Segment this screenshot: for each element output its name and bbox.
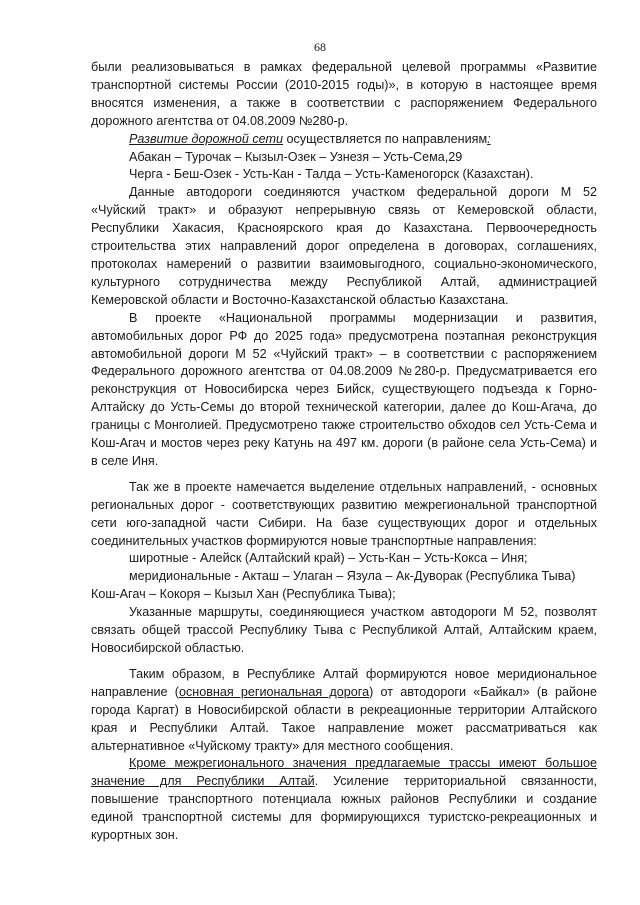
- paragraph-national-program: В проекте «Национальной программы модернизации и развития, автомобильных дорог РФ до 2025 года» предусмотрена поэтапная реконструкция автомобильной дороги М 52 «Чуйский тракт» – в соответствии с распоряжением Федерального дорожного агентства от 04.08.2009 №280-р. Предусматривается его реконструкция от Новосибирска через Бийск, существующего подъезда к Горно-Алтайску до Усть-Семы до второй технической категории, далее до Кош-Агача, до границы с Монголией. Предусмотрено также строительство обходов сел Усть-Сема и Кош-Агач и мостов через реку Катунь на 497 км. дороги (в районе села Усть-Сема) и в селе Иня.: [91, 310, 597, 468]
- road-network-colon: :: [487, 131, 491, 146]
- direction-meridional: меридиональные - Акташ – Улаган – Язула – Ак-Дуворак (Республика Тыва): [129, 569, 576, 584]
- document-body: [91, 59, 597, 845]
- route-cherga: Черга - Беш-Озек - Усть-Кан - Талда – Усть-Каменогорск (Казахстан).: [129, 167, 534, 182]
- page-number: 68: [314, 40, 326, 54]
- significance-text: . Усиление территориальной связанности, повышение транспортного потенциала южных районов Республики и создание единой транспортной системы для формирующихся туристско-рекреационных и курортных зон.: [91, 774, 597, 843]
- paragraph-roads-connection: Данные автодороги соединяются участком федеральной дороги М 52 «Чуйский тракт» и образуют непрерывную связь от Кемеровской области, Республики Хакасия, Красноярского края до Казахстана. Первоочередность строительства этих направлений дорог определена в договорах, соглашениях, протоколах намерений о развитии взаимовыгодного, социально-экономического, культурного сотрудничества между Республикой Алтай, администрацией Кемеровской области и Восточно-Казахстанской областью Казахстана.: [91, 185, 597, 307]
- meridional-text-after: ) от автодороги «Байкал» (в районе города Каргат) в Новосибирской области в рекреационные территории Алтайского края и Республики Алтай. Такое направление может рассматриваться как альтернативное «Чуйскому тракту» для местного сообщения.: [91, 684, 597, 753]
- road-network-emphasis: Развитие дорожной сети: [129, 131, 284, 146]
- paragraph-routes-connection: Указанные маршруты, соединяющиеся участком автодороги М 52, позволят связать общей трассой Республику Тыва с Республикой Алтай, Алтайским краем, Новосибирской областью.: [91, 605, 597, 655]
- paragraph-meridional-direction: [91, 666, 597, 756]
- paragraph-significance: [91, 755, 597, 845]
- significance-underline: Кроме межрегионального значения предлагаемые трассы имеют большое значение для Республики Алтай: [91, 756, 597, 789]
- paragraph-program-continuation: были реализовываться в рамках федеральной целевой программы «Развитие транспортной системы России (2010-2015 годы)», в которую в настоящее время вносятся изменения, а также в соответствии с распоряжением Федерального дорожного агентства от 04.08.2009 №280-р.: [91, 60, 597, 128]
- main-regional-road-underline: основная региональная дорога: [178, 684, 370, 699]
- road-network-text: осуществляется по направлениям: [283, 131, 488, 146]
- route-abakan: Абакан – Турочак – Кызыл-Озек – Узнезя – Усть-Сема,29: [129, 149, 463, 164]
- meridional-text-before: Таким образом, в Республике Алтай формируются новое меридиональное направление (: [91, 666, 597, 699]
- paragraph-road-network-heading: [91, 131, 597, 149]
- direction-latitudinal: широтные - Алейск (Алтайский край) – Усть-Кан – Усть-Кокса – Иня;: [129, 551, 528, 566]
- direction-kosh-agach: Кош-Агач – Кокоря – Кызыл Хан (Республика Тыва);: [91, 587, 396, 602]
- paragraph-regional-directions: Так же в проекте намечается выделение отдельных направлений, - основных региональных дорог - соответствующих развитию межрегиональной транспортной сети юго-западной части Сибири. На базе существующих дорог и отдельных соединительных участков формируются новые транспортные направления:: [91, 479, 597, 548]
